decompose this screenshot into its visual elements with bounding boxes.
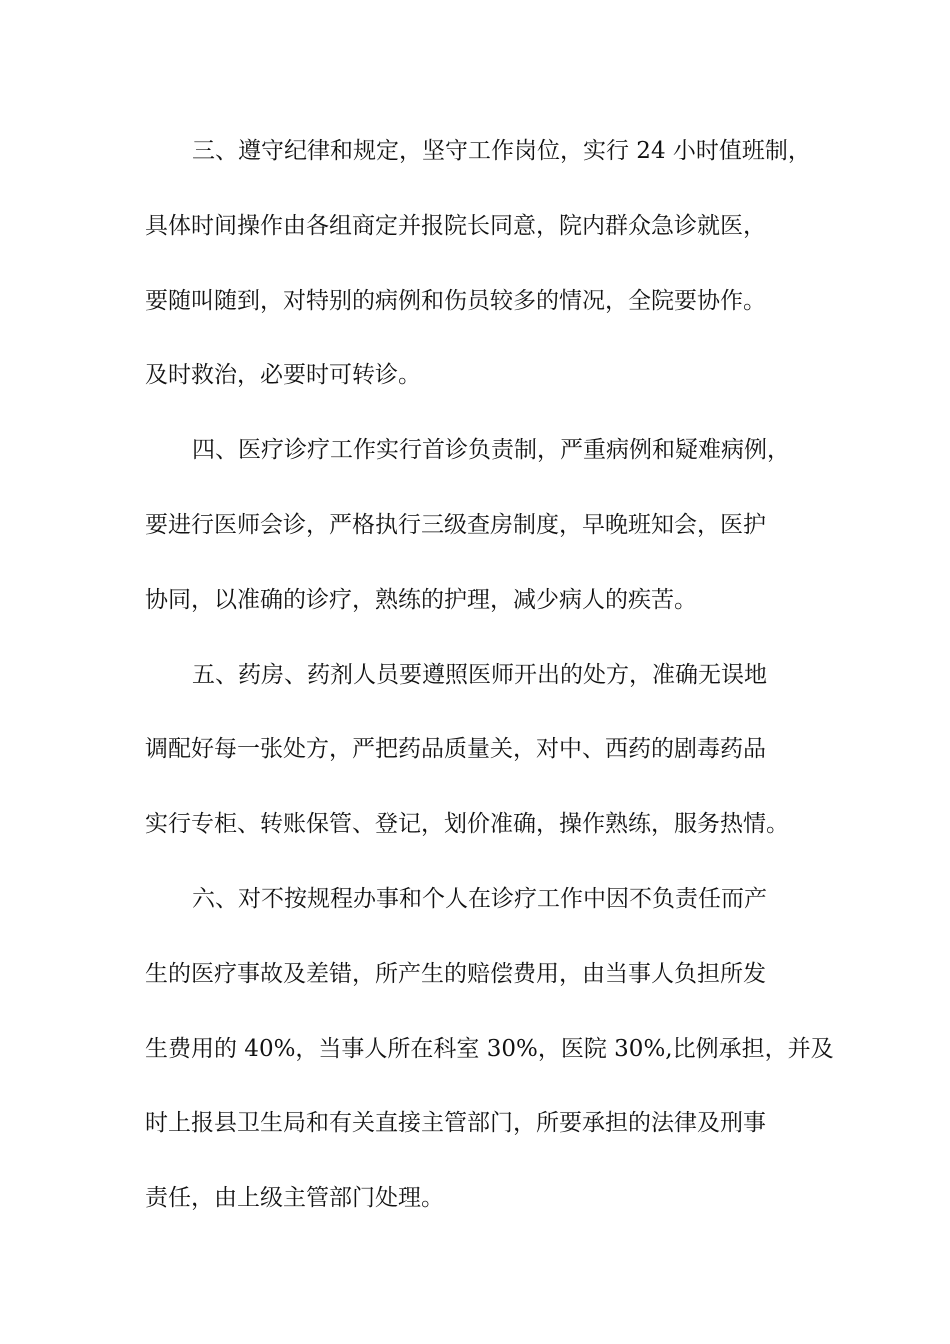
paragraph-6-line-2: 生的医疗事故及差错，所产生的赔偿费用，由当事人负担所发: [145, 960, 766, 987]
paragraph-6-line-1: 六、对不按规程办事和个人在诊疗工作中因不负责任而产: [192, 885, 767, 912]
paragraph-6-line-5: 责任，由上级主管部门处理。: [145, 1185, 444, 1212]
paragraph-3-line-2: 具体时间操作由各组商定并报院长同意，院内群众急诊就医，: [145, 212, 766, 239]
paragraph-5-line-3: 实行专柜、转账保管、登记，划价准确，操作熟练，服务热情。: [145, 811, 789, 838]
paragraph-4-line-2: 要进行医师会诊，严格执行三级查房制度，早晚班知会，医护: [145, 511, 766, 538]
paragraph-5-line-1: 五、药房、药剂人员要遵照医师开出的处方，准确无误地: [192, 661, 767, 688]
paragraph-5-line-2: 调配好每一张处方，严把药品质量关，对中、西药的剧毒药品: [145, 736, 766, 763]
paragraph-4-line-1: 四、医疗诊疗工作实行首诊负责制，严重病例和疑难病例，: [192, 437, 790, 464]
document-body: [145, 128, 834, 1250]
paragraph-3-line-1: 三、遵守纪律和规定，坚守工作岗位，实行 24 小时值班制，: [192, 138, 811, 164]
paragraph-4-line-3: 协同，以准确的诊疗，熟练的护理，减少病人的疾苦。: [145, 586, 697, 613]
paragraph-6-line-3: 生费用的 40%，当事人所在科室 30%，医院 30%,比例承担，并及: [145, 1035, 834, 1062]
paragraph-3-line-3: 要随叫随到，对特别的病例和伤员较多的情况，全院要协作。: [145, 287, 766, 314]
paragraph-3-line-4: 及时救治，必要时可转诊。: [145, 362, 421, 389]
paragraph-6-line-4: 时上报县卫生局和有关直接主管部门，所要承担的法律及刑事: [145, 1110, 766, 1137]
